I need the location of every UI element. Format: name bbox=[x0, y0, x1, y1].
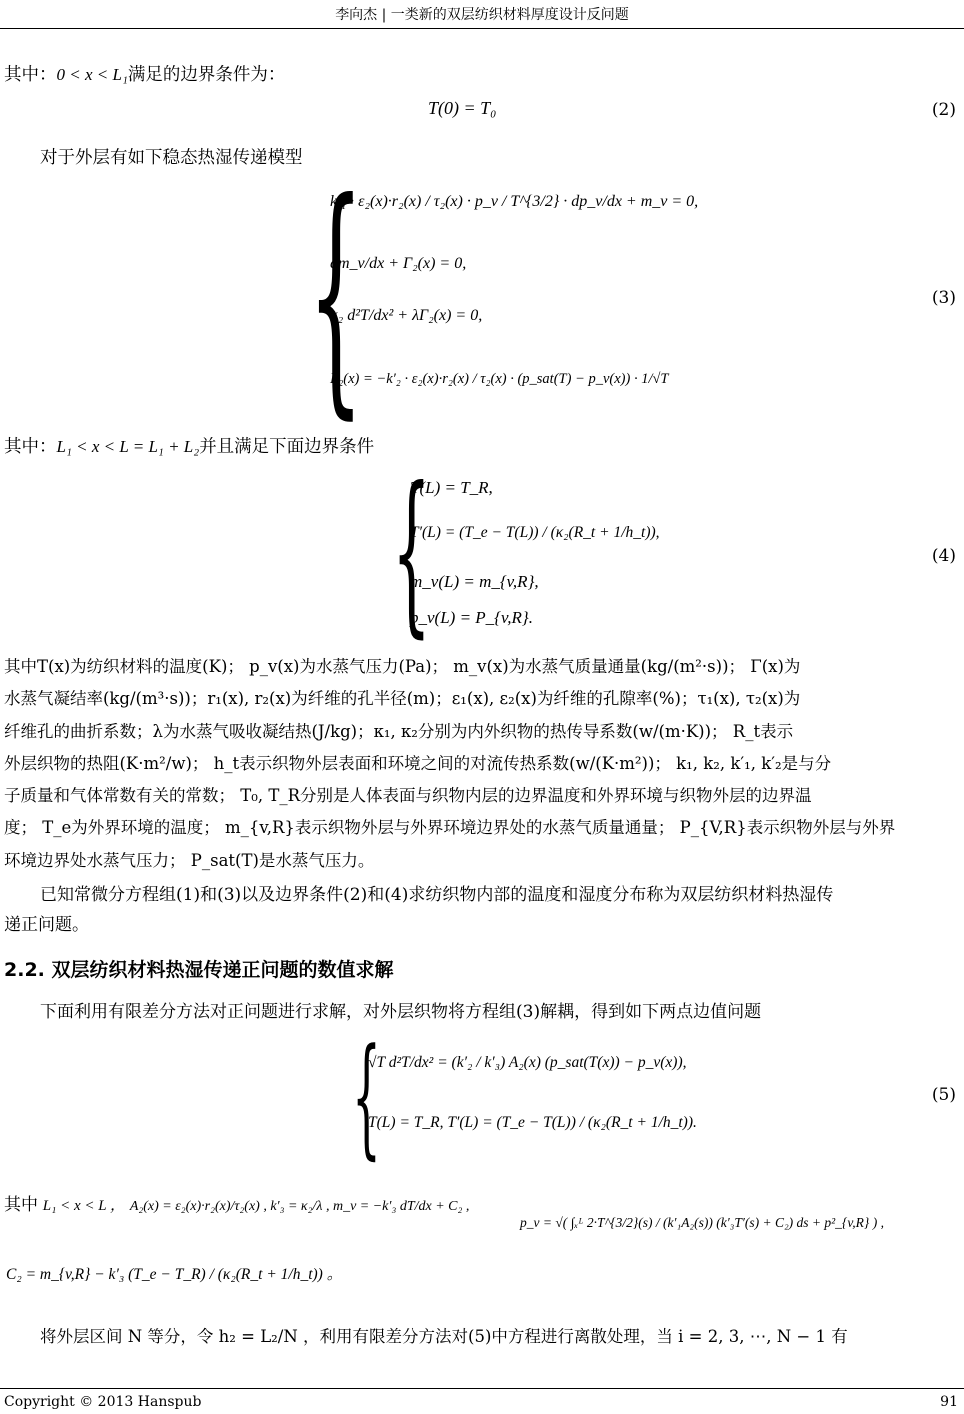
header-rule bbox=[0, 28, 964, 29]
equation-4-number: (4) bbox=[931, 546, 956, 566]
equation-3-system bbox=[308, 149, 728, 440]
definitions-line: 子质量和气体常数有关的常数； T₀, T_R分别是人体表面与织物内层的边界温度和外界环境与织物外层的边界温 bbox=[4, 786, 812, 806]
equation-4-system bbox=[392, 451, 812, 654]
eq5-line-1: √T d²T/dx² = (k′₂ / k′₃) A₂(x) (p_sat(T(x)) − p_v(x)), bbox=[368, 1054, 687, 1071]
definitions-line: 外层织物的热阻(K·m²/w)； h_t表示织物外层表面和环境之间的对流传热系数(w/(K·m²))； k₁, k₂, k′₁, k′₂是与分 bbox=[4, 753, 832, 773]
equation-5-number: (5) bbox=[931, 1085, 956, 1105]
eq4-line-2: T′(L) = (T_e − T(L)) / (κ₂(R_t + 1/h_t)), bbox=[410, 524, 660, 541]
left-brace: { bbox=[308, 149, 364, 440]
eq3-line-2: dm_v/dx + Γ₂(x) = 0, bbox=[330, 255, 467, 272]
eq4-line-4: p_v(L) = P_{v,R}. bbox=[410, 608, 533, 627]
eq5-line-2: T(L) = T_R, T′(L) = (T_e − T(L)) / (κ₂(R_t + 1/h_t)). bbox=[368, 1114, 697, 1131]
definitions-paragraph bbox=[4, 651, 964, 877]
page-number: 91 bbox=[940, 1394, 958, 1410]
domain-expression: L₁ < x < L = L₁ + L₂ bbox=[56, 437, 200, 456]
domain-expression: L₁ < x < L ， bbox=[42, 1198, 126, 1214]
equation-2: T(0) = T₀ bbox=[428, 98, 497, 118]
forward-problem-definition: 已知常微分方程组(1)和(3)以及边界条件(2)和(4)求纺织物内部的温度和湿度分布称为双层纺织材料热湿传 bbox=[40, 885, 834, 905]
definitions-line: 水蒸气凝结率(kg/(m³·s))；r₁(x), r₂(x)为纤维的孔半径(m)；ε₁(x), ε₂(x)为纤维的孔隙率(%)；τ₁(x), τ₂(x)为 bbox=[4, 689, 801, 709]
equation-3-number: (3) bbox=[931, 288, 956, 308]
left-brace: { bbox=[392, 451, 431, 654]
eq4-line-1: T(L) = T_R, bbox=[410, 478, 493, 497]
eq3-line-4: Γ₂(x) = −k′₂ · ε₂(x)·r₂(x) / τ₂(x) · (p_sat(T) − p_v(x)) · 1/√T bbox=[330, 371, 669, 387]
eq3-line-1: k′₁ · ε₂(x)·r₂(x) / τ₂(x) · p_v / T^{3/2} · dp_v/dx + m_v = 0, bbox=[330, 193, 699, 210]
equation-5-system bbox=[352, 1020, 772, 1172]
finite-difference-intro: 下面利用有限差分方法对正问题进行求解，对外层织物将方程组(3)解耦，得到如下两点边值问题 bbox=[40, 1002, 762, 1022]
footer-rule bbox=[0, 1388, 964, 1389]
eq4-line-3: m_v(L) = m_{v,R}, bbox=[410, 572, 539, 591]
outer-boundary-intro: 其中：L₁ < x < L = L₁ + L₂并且满足下面边界条件 bbox=[4, 437, 375, 457]
copyright-notice: Copyright © 2013 Hanspub bbox=[4, 1394, 202, 1410]
discretization-intro: 将外层区间 N 等分，令 h₂ = L₂/N ，利用有限差分方法对(5)中方程进行离散处理，当 i = 2, 3, ⋯, N − 1 有 bbox=[40, 1327, 848, 1346]
pressure-integral-expression: p_v = √( ∫ₓᴸ 2·T^{3/2}(s) / (k′₁A₂(s)) (k′₃T′(s) + C₂) ds + p²_{v,R} ) , bbox=[520, 1215, 884, 1230]
auxiliary-definitions: 其中 L₁ < x < L ， A₂(x) = ε₂(x)·r₂(x)/τ₂(x) , k′₃ = κ₂/λ , m_v = −k′₃ dT/dx + C₂ , bbox=[4, 1195, 470, 1215]
boundary-intro-line: 其中：0 < x < L₁满足的边界条件为： bbox=[4, 65, 286, 85]
running-header: 李向杰 | 一类新的双层纺织材料厚度设计反问题 bbox=[335, 7, 629, 23]
interval-expression: 0 < x < L₁ bbox=[56, 65, 128, 84]
definitions-line: 度； T_e为外界环境的温度； m_{v,R}表示织物外层与外界环境边界处的水蒸气质量通量； P_{V,R}表示织物外层与外界 bbox=[4, 818, 896, 838]
outer-layer-model-intro: 对于外层有如下稳态热湿传递模型 bbox=[40, 148, 303, 168]
constant-c2-definition: C₂ = m_{v,R} − k′₃ (T_e − T_R) / (κ₂(R_t + 1/h_t)) 。 bbox=[6, 1266, 343, 1283]
eq3-line-3: κ₂ d²T/dx² + λΓ₂(x) = 0, bbox=[330, 307, 483, 324]
left-brace: { bbox=[352, 1020, 381, 1172]
equation-2-number: (2) bbox=[931, 100, 956, 120]
forward-problem-definition-cont: 递正问题。 bbox=[4, 915, 89, 935]
definitions-line: 纤维孔的曲折系数；λ为水蒸气吸收凝结热(J/kg)；κ₁, κ₂分别为内外织物的热传导系数(w/(m·K))； R_t表示 bbox=[4, 721, 794, 741]
coefficient-definitions: A₂(x) = ε₂(x)·r₂(x)/τ₂(x) , k′₃ = κ₂/λ , m_v = −k′₃ dT/dx + C₂ , bbox=[129, 1199, 470, 1214]
section-heading: 2.2. 双层纺织材料热湿传递正问题的数值求解 bbox=[4, 959, 394, 981]
definitions-line: 其中T(x)为纺织材料的温度(K)； p_v(x)为水蒸气压力(Pa)； m_v(x)为水蒸气质量通量(kg/(m²·s))； Γ(x)为 bbox=[4, 657, 801, 676]
definitions-line: 环境边界处水蒸气压力； P_sat(T)是水蒸气压力。 bbox=[4, 850, 375, 870]
